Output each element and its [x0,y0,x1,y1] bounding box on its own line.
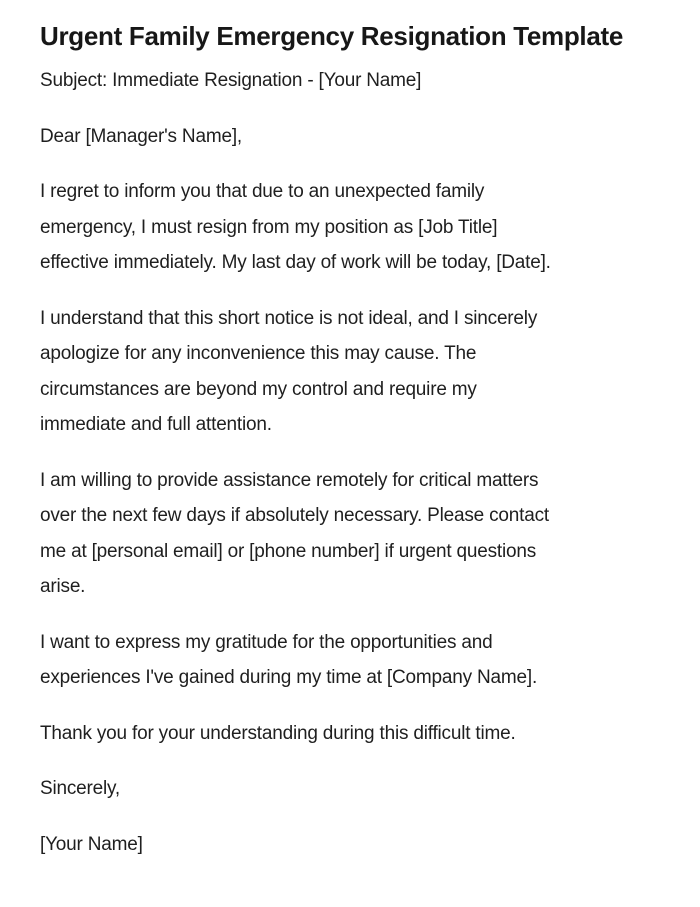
text-line: apologize for any inconvenience this may cause. The [40,343,477,364]
text-line: circumstances are beyond my control and require my [40,378,477,400]
text-line: immediate and full attention. [40,414,272,435]
closing: Sincerely, [40,778,121,799]
text-line: I want to express my gratitude for the opportunities and [40,631,493,653]
text-line: arise. [40,576,86,597]
salutation: Dear [Manager's Name], [40,125,242,147]
text-line: I am willing to provide assistance remotely for critical matters [40,469,539,491]
text-line: effective immediately. My last day of work will be today, [Date]. [40,252,551,273]
text-line: I regret to inform you that due to an unexpected family [40,181,485,202]
page-title: Urgent Family Emergency Resignation Template [40,21,624,51]
text-line: me at [personal email] or [phone number] if urgent questions [40,540,537,562]
text-line: I understand that this short notice is not ideal, and I sincerely [40,307,538,329]
subject-line: Subject: Immediate Resignation - [Your Name] [40,70,422,91]
text-line: emergency, I must resign from my position as [Job Title] [40,216,498,238]
text-line: over the next few days if absolutely necessary. Please contact [40,505,549,526]
thanks-line: Thank you for your understanding during this difficult time. [40,722,516,744]
paragraph-apology [40,301,660,443]
text-line: experiences I've gained during my time at [Company Name]. [40,667,538,688]
paragraph-gratitude [40,625,660,696]
paragraph-emergency-resignation [40,174,660,281]
paragraph-assistance [40,463,660,605]
signature: [Your Name] [40,833,143,855]
